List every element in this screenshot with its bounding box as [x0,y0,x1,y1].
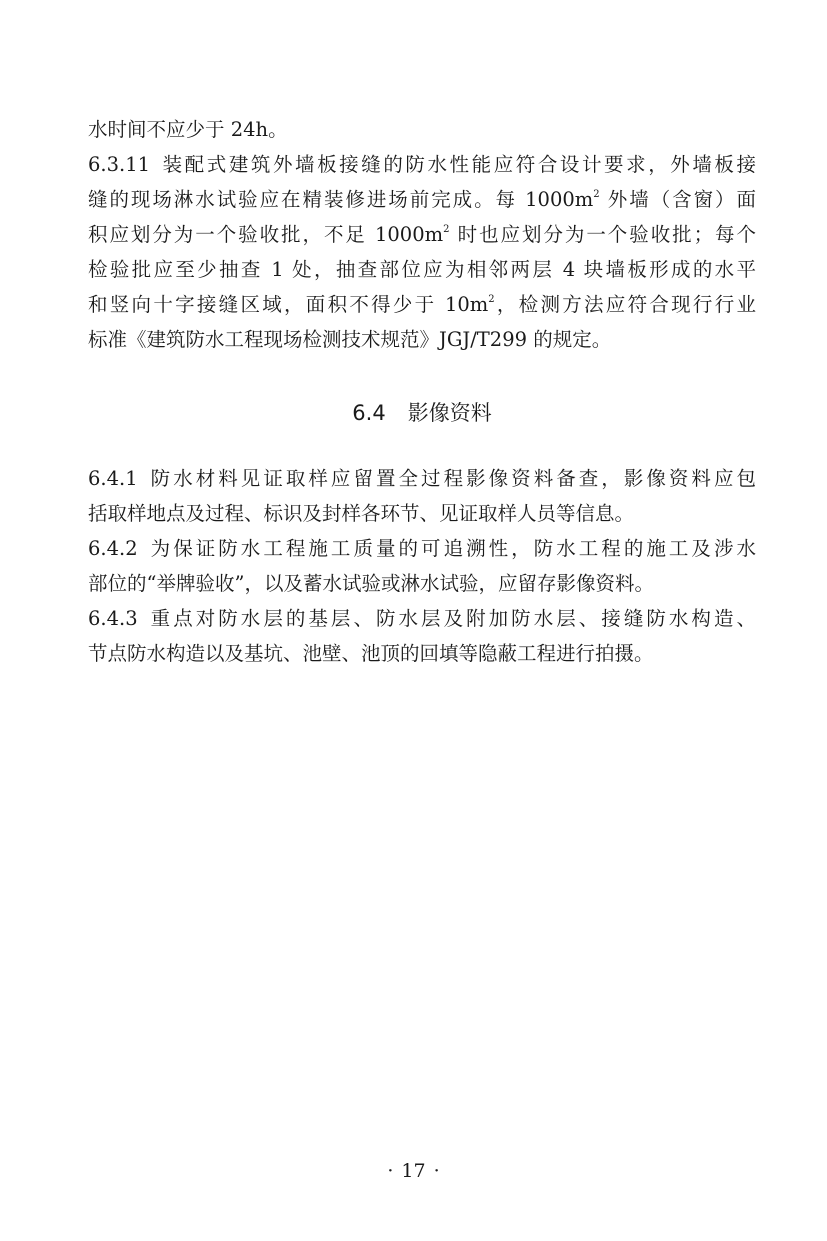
clause-text: 和竖向十字接缝区域，面积不得少于 10m [88,293,489,316]
superscript: 2 [443,223,450,235]
clause-text: 检验批应至少抽查 1 处，抽查部位应为相邻两层 4 块墙板形成的水平 [88,258,756,281]
clause-text: 标准《建筑防水工程现场检测技术规范》JGJ/T299 的规定。 [88,328,612,351]
clause-6-3-11-line-2 [88,182,756,217]
clause-6-3-11-line-5 [88,287,756,322]
clause-6-4-3-line-1 [88,601,756,636]
clause-6-3-11-line-6 [88,322,756,357]
clause-number: 6.4.2 [88,537,138,560]
superscript: 2 [488,293,495,305]
clause-6-4-1-line-2: 括取样地点及过程、标识及封样各环节、见证取样人员等信息。 [88,502,635,525]
clause-6-4-1-line-1 [88,461,756,496]
clause-6-4-3-line-2: 节点防水构造以及基坑、池壁、池顶的回填等隐蔽工程进行拍摄。 [88,642,654,665]
page-number: 17 [401,1160,426,1182]
section-heading [88,398,756,428]
section-number: 6.4 [352,401,386,425]
superscript: 2 [593,188,600,200]
clause-number: 6.4.3 [88,607,138,630]
clause-text: 重点对防水层的基层、防水层及附加防水层、接缝防水构造、 [147,607,756,630]
page-footer [0,1158,827,1184]
footer-dot-left: · [387,1160,394,1182]
clause-6-3-11-line-1 [88,147,756,182]
clause-6-3-11-line-4 [88,252,756,287]
clause-text: 装配式建筑外墙板接缝的防水性能应符合设计要求，外墙板接 [160,153,756,176]
clause-number: 6.3.11 [88,153,151,176]
clause-number: 6.4.1 [88,467,138,490]
clause-text: 外墙（含窗）面 [599,188,756,211]
clause-text: 缝的现场淋水试验应在精装修进场前完成。每 1000m [88,188,594,211]
section-title: 影像资料 [407,401,492,425]
clause-6-4-2-line-1 [88,531,756,566]
page-body [88,112,756,665]
clause-text: 防水材料见证取样应留置全过程影像资料备查，影像资料应包 [147,467,756,490]
clause-text: 为保证防水工程施工质量的可追溯性，防水工程的施工及涉水 [147,537,756,560]
clause-6-4-2-line-2: 部位的“举牌验收”，以及蓄水试验或淋水试验，应留存影像资料。 [88,572,654,595]
section-6-4-body [88,461,756,671]
clause-text: 积应划分为一个验收批，不足 1000m [88,223,444,246]
clause-text: 时也应划分为一个验收批；每个 [449,223,756,246]
clause-6-3-11-line-3 [88,217,756,252]
footer-dot-right: · [433,1160,440,1182]
clause-text: ，检测方法应符合现行行业 [494,293,756,316]
continuation-line: 水时间不应少于 24h。 [88,118,288,141]
